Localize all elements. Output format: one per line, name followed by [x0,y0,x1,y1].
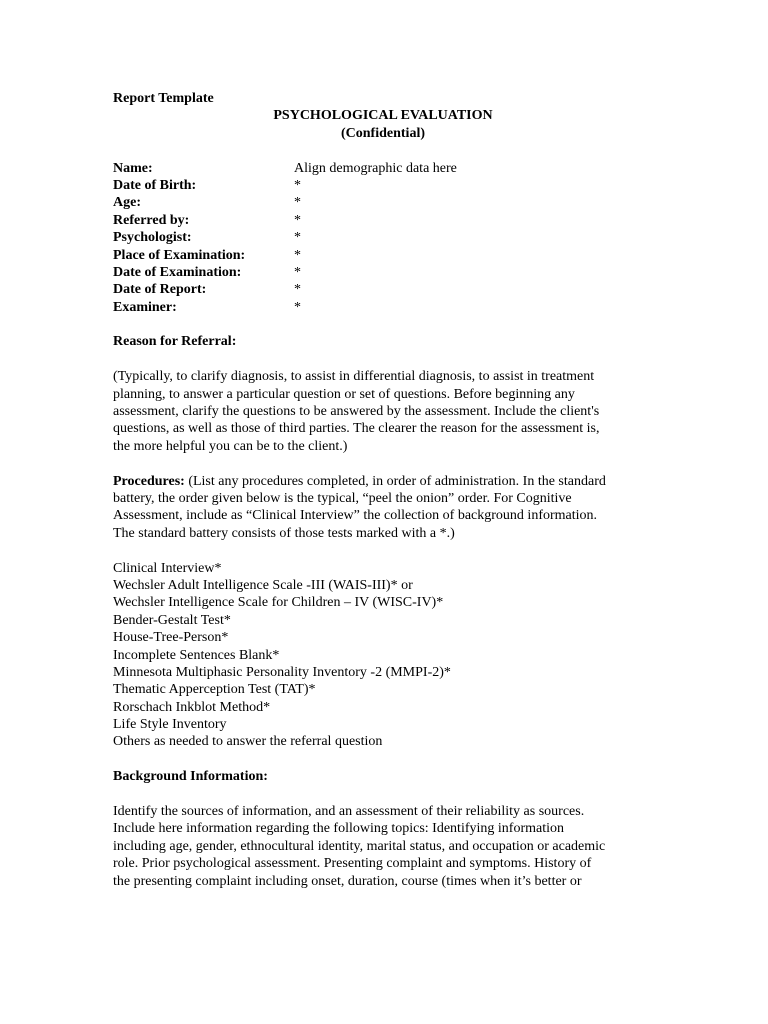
demographic-row [113,229,653,246]
background-paragraph [113,803,653,890]
document-subtitle: (Confidential) [341,125,425,141]
paragraph-line: The standard battery consists of those tests marked with a *.) [113,525,455,541]
paragraph-line: the presenting complaint including onset, duration, course (times when it’s better or [113,873,582,889]
test-item: Wechsler Intelligence Scale for Children – IV (WISC-IV)* [113,595,444,611]
paragraph-line: Assessment, include as “Clinical Interview” the collection of background information. [113,508,598,524]
demographic-row [113,160,653,177]
reason-heading: Reason for Referral: [113,334,237,350]
test-item: Clinical Interview* [113,560,222,576]
demographics-block [113,160,653,317]
demographic-label: Date of Birth: [113,177,197,193]
document-title: PSYCHOLOGICAL EVALUATION [273,108,493,124]
demographic-row [113,264,653,281]
paragraph-line: the more helpful you can be to the client.) [113,438,348,454]
demographic-label: Referred by: [113,212,190,228]
demographic-row [113,281,653,298]
spacer [113,316,653,333]
spacer [113,786,653,803]
demographic-value: Align demographic data here [294,160,457,176]
procedures-first-line [113,473,653,490]
demographic-value: * [294,264,301,280]
paragraph-line: Identify the sources of information, and an assessment of their reliability as sources. [113,804,585,820]
demographic-row [113,177,653,194]
test-item: Incomplete Sentences Blank* [113,647,280,663]
paragraph-line: assessment, clarify the questions to be answered by the assessment. Include the client's [113,404,600,420]
demographic-value: * [294,195,301,211]
demographic-row [113,194,653,211]
test-item: House-Tree-Person* [113,630,229,646]
spacer [113,542,653,559]
paragraph-line: role. Prior psychological assessment. Presenting complaint and symptoms. History of [113,856,592,872]
demographic-label: Psychologist: [113,230,192,246]
spacer [113,142,653,159]
demographic-label: Date of Report: [113,282,207,298]
spacer [113,751,653,768]
reason-paragraph [113,368,653,455]
paragraph-line: planning, to answer a particular question or set of questions. Before beginning any [113,386,575,402]
test-item: Rorschach Inkblot Method* [113,699,271,715]
demographic-value: * [294,247,301,263]
spacer [113,351,653,368]
demographic-value: * [294,212,301,228]
test-item: Life Style Inventory [113,717,227,733]
paragraph-line: questions, as well as those of third parties. The clearer the reason for the assessment is, [113,421,600,437]
demographic-label: Examiner: [113,299,177,315]
demographic-value: * [294,230,301,246]
demographic-label: Place of Examination: [113,247,246,263]
test-list [113,560,653,751]
procedures-paragraph [113,473,653,543]
demographic-label: Date of Examination: [113,264,242,280]
paragraph-line: (Typically, to clarify diagnosis, to assist in differential diagnosis, to assist in treatment [113,369,595,385]
test-item: Bender-Gestalt Test* [113,612,231,628]
paragraph-line: Include here information regarding the following topics: Identifying information [113,821,564,837]
demographic-value: * [294,299,301,315]
test-item: Others as needed to answer the referral question [113,734,383,750]
demographic-value: * [294,282,301,298]
procedures-heading: Procedures: [113,473,185,489]
template-label: Report Template [113,91,214,106]
test-item: Thematic Apperception Test (TAT)* [113,682,316,698]
paragraph-line: including age, gender, ethnocultural identity, marital status, and occupation or academic [113,838,606,854]
background-heading: Background Information: [113,769,268,785]
test-item: Minnesota Multiphasic Personality Inventory -2 (MMPI-2)* [113,664,451,680]
procedures-intro: (List any procedures completed, in order of administration. In the standard [184,473,606,489]
paragraph-line: battery, the order given below is the typical, “peel the onion” order. For Cognitive [113,490,572,506]
demographic-row [113,299,653,316]
test-item: Wechsler Adult Intelligence Scale -III (WAIS-III)* or [113,577,413,593]
demographic-label: Name: [113,160,153,176]
spacer [113,455,653,472]
demographic-row [113,212,653,229]
demographic-label: Age: [113,195,141,211]
demographic-value: * [294,177,301,193]
document-page [113,90,653,890]
demographic-row [113,247,653,264]
